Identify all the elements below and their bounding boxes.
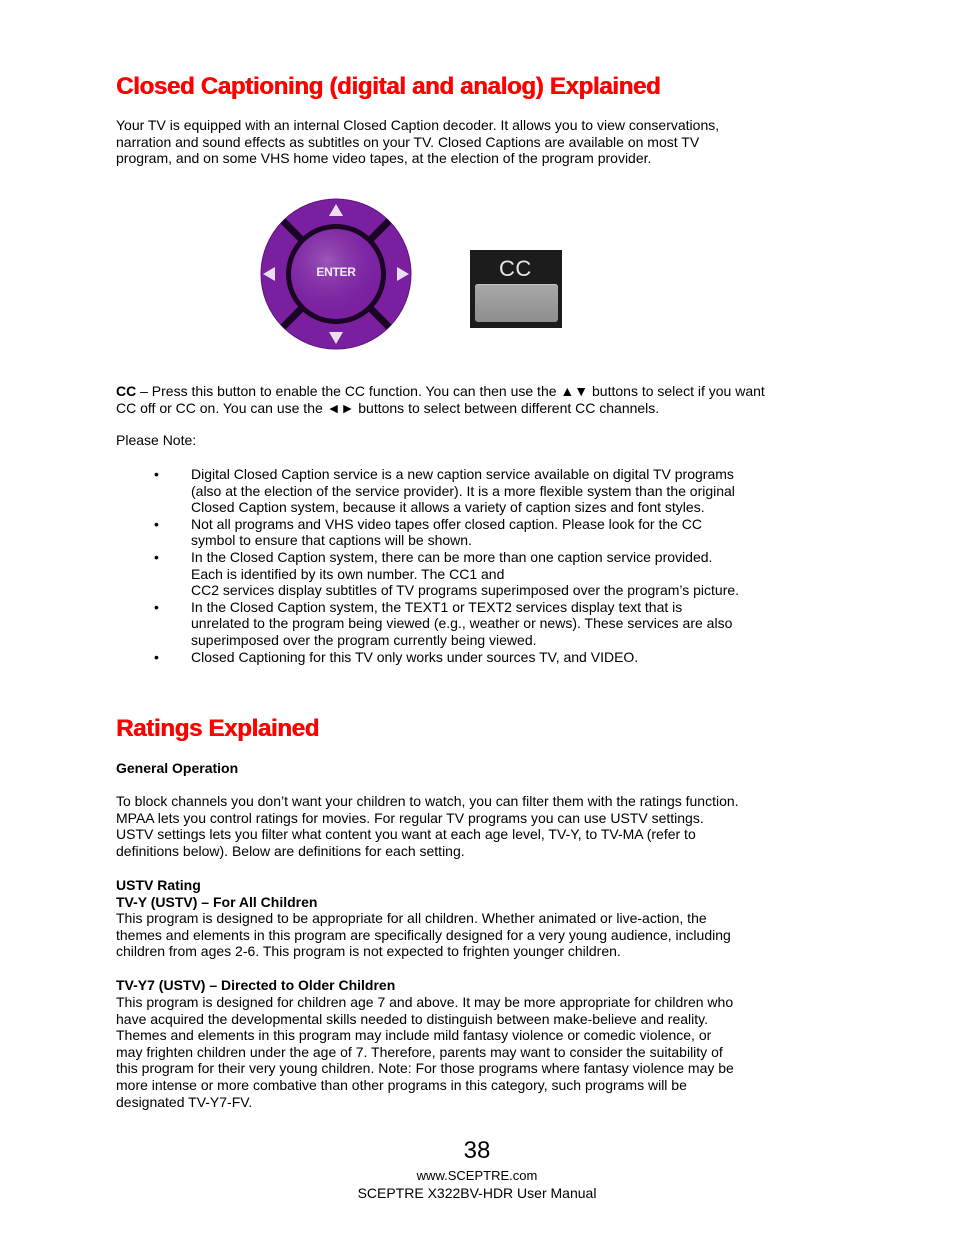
please-note-label: Please Note: <box>116 432 197 448</box>
ustv-rating-heading: USTV Rating <box>116 877 201 893</box>
bullet-line: In the Closed Caption system, the TEXT1 or TEXT2 services display text that is <box>191 598 683 615</box>
paragraph-line: definitions below). Below are definitions for each setting. <box>116 842 465 859</box>
bullet-marker: • <box>154 548 159 565</box>
section-title-ratings: Ratings Explained <box>116 715 319 742</box>
footer-website: www.SCEPTRE.com <box>416 1168 538 1183</box>
bullet-line: (also at the election of the service provider). It is a more flexible system than the original <box>191 482 735 499</box>
cc-button-key <box>475 284 558 322</box>
bullet-marker: • <box>154 515 159 532</box>
bullet-line: Closed Captioning for this TV only works under sources TV, and VIDEO. <box>191 648 639 665</box>
tvy7-paragraph <box>116 994 816 1110</box>
bullet-line: Not all programs and VHS video tapes offer closed caption. Please look for the CC <box>191 515 703 532</box>
paragraph-line: This program is designed for children age 7 and above. It may be more appropriate for children who <box>116 994 734 1010</box>
paragraph-line: This program is designed to be appropriate for all children. Whether animated or live-action, the <box>116 910 707 926</box>
bullet-item <box>116 599 796 649</box>
cc-button-label: CC <box>499 256 532 281</box>
tvy-heading: TV-Y (USTV) – For All Children <box>116 894 318 910</box>
paragraph-line: have acquired the developmental skills needed to distinguish between make-believe and reality. <box>116 1010 708 1027</box>
bullet-line: Each is identified by its own number. The CC1 and <box>191 565 505 582</box>
bullet-line: In the Closed Caption system, there can be more than one caption service provided. <box>191 548 713 565</box>
bullet-item <box>116 516 796 549</box>
paragraph-line: MPAA lets you control ratings for movies. For regular TV programs you can use USTV settings. <box>116 809 704 826</box>
paragraph-line: USTV settings lets you filter what content you want at each age level, TV-Y, to TV-MA (refer to <box>116 826 696 843</box>
paragraph-line: themes and elements in this program are specifically designed for a very young audience, including <box>116 926 731 943</box>
tvy-paragraph <box>116 910 816 960</box>
cc-button-illustration <box>470 250 562 328</box>
intro-paragraph: Your TV is equipped with an internal Closed Caption decoder. It allows you to view conservations, narration and sound effects as subtitles on your TV. Closed Captions are available on most TV program, and on some VHS home video tapes, at the election of the program provider. <box>116 117 720 167</box>
paragraph-line: children from ages 2-6. This program is not expected to frighten younger children. <box>116 943 621 960</box>
bullet-line: Digital Closed Caption service is a new caption service available on digital TV programs <box>191 466 734 482</box>
bullet-marker: • <box>154 466 159 482</box>
bullet-line: symbol to ensure that captions will be shown. <box>191 532 472 549</box>
bullet-line: CC2 services display subtitles of TV programs superimposed over the program’s picture. <box>191 582 740 599</box>
enter-button-label: ENTER <box>316 265 356 279</box>
footer-manual-title: SCEPTRE X322BV-HDR User Manual <box>357 1185 597 1201</box>
general-operation-heading: General Operation <box>116 760 239 776</box>
bullet-line: superimposed over the program currently being viewed. <box>191 631 537 648</box>
section-title-closed-captioning: Closed Captioning (digital and analog) Explained <box>116 73 661 100</box>
bullet-item <box>116 549 796 599</box>
cc-description-text: – Press this button to enable the CC function. You can then use the ▲▼ buttons to select if you want CC off or CC on. You can use the ◄► buttons to select between different CC channels. <box>116 383 765 416</box>
bullet-marker: • <box>154 648 159 665</box>
remote-dpad-illustration <box>260 198 412 350</box>
cc-term: CC <box>116 383 137 399</box>
bullet-line: unrelated to the program being viewed (e.g., weather or news). These services are also <box>191 615 733 632</box>
paragraph-line: this program for their very young children. Note: For those programs where fantasy violence may be <box>116 1060 734 1077</box>
paragraph-line: may frighten children under the age of 7. Therefore, parents may want to consider the suitability of <box>116 1043 723 1060</box>
general-operation-paragraph <box>116 793 816 859</box>
bullet-line: Closed Caption system, because it allows a variety of caption sizes and font styles. <box>191 499 705 516</box>
note-bullet-list <box>116 466 796 665</box>
bullet-item <box>116 466 796 516</box>
page-number: 38 <box>463 1137 491 1164</box>
paragraph-line: To block channels you don’t want your children to watch, you can filter them with the ratings function. <box>116 793 739 809</box>
cc-description <box>116 383 766 416</box>
paragraph-line: designated TV-Y7-FV. <box>116 1093 253 1110</box>
paragraph-line: Themes and elements in this program may include mild fantasy violence or comedic violence, or <box>116 1027 712 1044</box>
tvy7-heading: TV-Y7 (USTV) – Directed to Older Children <box>116 977 396 993</box>
bullet-item <box>116 649 796 666</box>
bullet-marker: • <box>154 598 159 615</box>
paragraph-line: more intense or more combative than other programs in this category, such programs will be <box>116 1076 687 1093</box>
